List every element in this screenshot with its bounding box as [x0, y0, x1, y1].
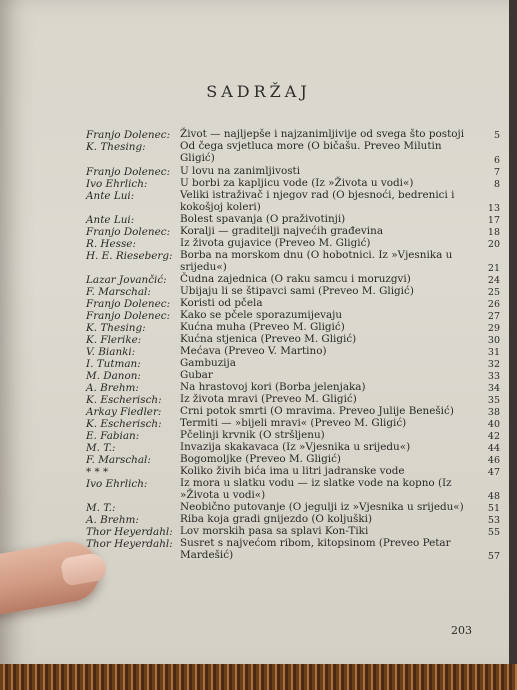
toc-page-number: 6: [493, 155, 500, 166]
toc-title-line: Iz mora u slatku vodu — iz slatke vode na kopno (Iz: [180, 477, 452, 489]
toc-page-number: 42: [487, 431, 500, 442]
toc-author: F. Marschal:: [86, 454, 151, 466]
toc-page-number: 51: [487, 503, 500, 514]
toc-page-number: 20: [487, 239, 500, 250]
toc-title-line: Gubar: [180, 369, 213, 381]
toc-page-number: 26: [487, 299, 500, 310]
toc-page-number: 21: [487, 263, 500, 274]
toc-page-number: 29: [487, 323, 500, 334]
toc-title-line: Iz života gujavice (Preveo M. Gligić): [180, 237, 371, 249]
toc-page-number: 17: [487, 215, 500, 226]
toc-title-line: Invazija skakavaca (Iz »Vjesnika u srijedu«): [180, 441, 411, 453]
toc-page-number: 48: [487, 491, 500, 502]
toc-title-line: Neobično putovanje (O jegulji iz »Vjesnika u srijedu«): [180, 501, 464, 513]
toc-page-number: 30: [487, 335, 500, 346]
toc-title-line: kokošjoj koleri): [180, 201, 261, 213]
toc-title-line: Pčelinji krvnik (O stršljenu): [180, 429, 325, 441]
toc-title-line: Lov morskih pasa sa splavi Kon-Tiki: [180, 525, 369, 537]
toc-title-line: Gambuzija: [180, 357, 236, 369]
toc-author: E. Fabian:: [86, 430, 140, 442]
toc-author: Franjo Dolenec:: [86, 166, 171, 178]
toc-title-line: Mećava (Preveo V. Martino): [180, 345, 327, 357]
toc-author: K. Flerike:: [86, 334, 142, 346]
toc-title-line: Veliki istraživač i njegov rad (O bjesnoći, bedrenici i: [180, 189, 455, 201]
toc-author: Thor Heyerdahl:: [86, 526, 173, 538]
toc-author: H. E. Rieseberg:: [86, 250, 173, 262]
toc-author: Thor Heyerdahl:: [86, 538, 173, 550]
toc-author: Franjo Dolenec:: [86, 129, 171, 141]
toc-author: Ivo Ehrlich:: [86, 178, 148, 190]
toc-author: R. Hesse:: [86, 238, 136, 250]
toc-author: K. Escherisch:: [86, 394, 162, 406]
toc-title-line: Koralji — graditelji najvećih građevina: [180, 225, 384, 237]
page-title: SADRŽAJ: [206, 82, 311, 101]
toc-title-line: Riba koja gradi gnijezdo (O koljuški): [180, 513, 373, 525]
toc-author: A. Brehm:: [86, 382, 139, 394]
toc-page-number: 25: [487, 287, 500, 298]
toc-title-line: Bogomoljke (Preveo M. Gligić): [180, 453, 341, 465]
toc-author: M. T.:: [86, 442, 116, 454]
toc-title-line: Kako se pčele sporazumijevaju: [180, 309, 343, 321]
toc-title-line: Mardešić): [180, 549, 234, 561]
toc-title-line: Susret s najvećom ribom, kitopsinom (Preveo Petar: [180, 537, 451, 549]
toc-author: K. Thesing:: [86, 141, 146, 153]
toc-page-number: 27: [487, 311, 500, 322]
toc-page-number: 57: [487, 551, 500, 562]
toc-author: Lazar Jovančić:: [86, 274, 167, 286]
toc-title-line: Iz života mravi (Preveo M. Gligić): [180, 393, 357, 405]
toc-page-number: 47: [487, 467, 500, 478]
toc-title-line: U borbi za kapljicu vode (Iz »Života u vodi«): [180, 177, 414, 189]
toc-page-number: 34: [487, 383, 500, 394]
toc-page-number: 5: [493, 130, 500, 141]
toc-page-number: 46: [487, 455, 500, 466]
toc-page-number: 35: [487, 395, 500, 406]
toc-page-number: 13: [487, 203, 500, 214]
toc-page-number: 24: [487, 275, 500, 286]
toc-title-line: srijedu«): [180, 261, 227, 273]
toc-title-line: Crni potok smrti (O mravima. Preveo Julije Benešić): [180, 405, 454, 417]
toc-page-number: 44: [487, 443, 500, 454]
toc-author: I. Tutman:: [86, 358, 141, 370]
toc-author: Ante Lui:: [86, 214, 135, 226]
toc-title-line: Borba na morskom dnu (O hobotnici. Iz »Vjesnika u: [180, 249, 453, 261]
toc-title-line: Od čega svjetluca more (O bičašu. Preveo Milutin: [180, 140, 442, 152]
toc-title-line: Bolest spavanja (O praživotinji): [180, 213, 346, 225]
toc-title-line: Čudna zajednica (O raku samcu i moruzgvi): [180, 273, 411, 285]
toc-page-number: 7: [493, 167, 500, 178]
toc-page-number: 33: [487, 371, 500, 382]
toc-page-number: 40: [487, 419, 500, 430]
toc-author: A. Brehm:: [86, 514, 139, 526]
toc-title-line: Koristi od pčela: [180, 297, 263, 309]
book-cover-edge: [0, 664, 517, 690]
toc-author: Ivo Ehrlich:: [86, 478, 148, 490]
toc-page-number: 53: [487, 515, 500, 526]
toc-author: M. Danon:: [86, 370, 141, 382]
toc-title-line: Kućna stjenica (Preveo M. Gligić): [180, 333, 357, 345]
toc-author: V. Bianki:: [86, 346, 136, 358]
toc-author: * * *: [86, 466, 109, 478]
toc-author: K. Escherisch:: [86, 418, 162, 430]
toc-author: F. Marschal:: [86, 286, 151, 298]
toc-title-line: Koliko živih bića ima u litri jadranske vode: [180, 465, 405, 477]
toc-author: Arkay Fiedler:: [86, 406, 162, 418]
book-edge: [509, 0, 517, 690]
toc-page-number: 8: [493, 179, 500, 190]
toc-page-number: 18: [487, 227, 500, 238]
toc-page-number: 32: [487, 359, 500, 370]
page-number: 203: [451, 624, 472, 637]
toc-page-number: 55: [487, 527, 500, 538]
toc-page-number: 31: [487, 347, 500, 358]
toc-author: Franjo Dolenec:: [86, 226, 171, 238]
toc-title-line: Život — najljepše i najzanimljivije od svega što postoji: [180, 128, 465, 140]
toc-author: K. Thesing:: [86, 322, 146, 334]
toc-author: Franjo Dolenec:: [86, 310, 171, 322]
toc-title-line: Termiti — »bijeli mravi« (Preveo M. Gligić): [180, 417, 407, 429]
toc-title-line: Ubijaju li se štipavci sami (Preveo M. Gligić): [180, 285, 414, 297]
toc-title-line: Kućna muha (Preveo M. Gligić): [180, 321, 345, 333]
toc-author: Franjo Dolenec:: [86, 298, 171, 310]
toc-author: Ante Lui:: [86, 190, 135, 202]
toc-title-line: Na hrastovoj kori (Borba jelenjaka): [180, 381, 366, 393]
toc-title-line: Gligić): [180, 152, 215, 164]
toc-page-number: 38: [487, 407, 500, 418]
toc-title-line: »Života u vodi«): [180, 489, 266, 501]
toc-author: M. T.:: [86, 502, 116, 514]
toc-title-line: U lovu na zanimljivosti: [180, 165, 301, 177]
